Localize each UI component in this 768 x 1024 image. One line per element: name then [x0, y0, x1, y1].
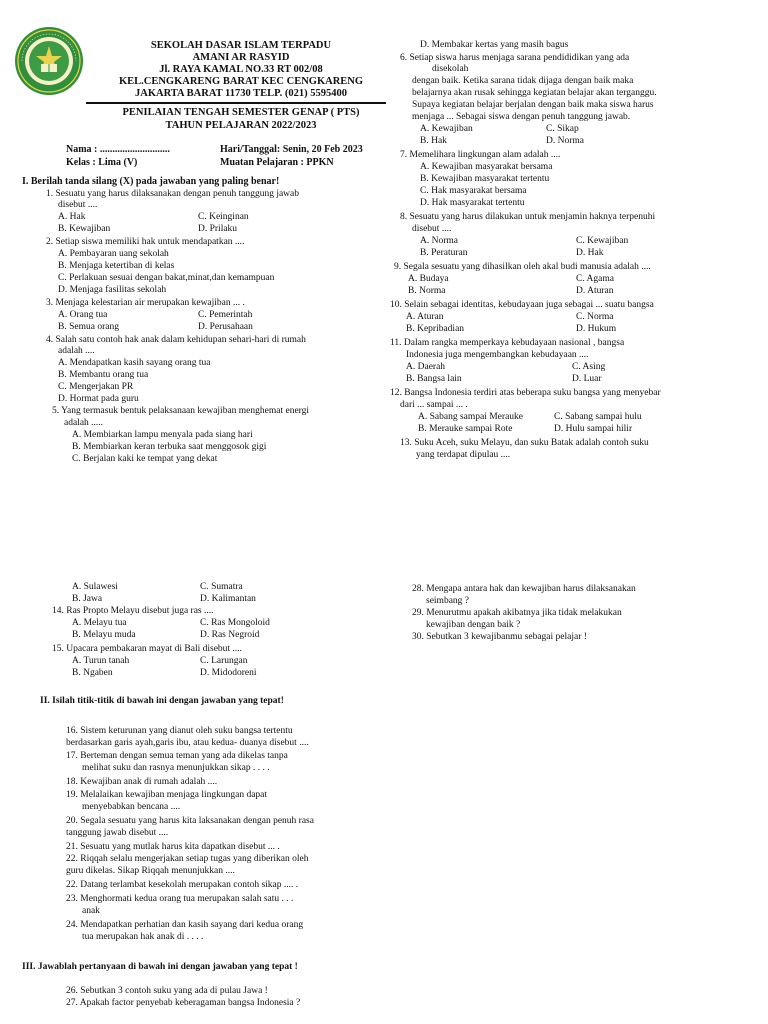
q1-option-c: C. Keinginan — [198, 212, 249, 222]
q15-option-b: B. Ngaben — [72, 668, 113, 678]
q15-option-d: D. Midodoreni — [200, 668, 257, 678]
school-name-2: AMANI AR RASYID — [192, 52, 290, 63]
question-30: 30. Sebutkan 3 kewajibanmu sebagai pelajar ! — [412, 632, 587, 642]
section-1-instruction: I. Berilah tanda silang (X) pada jawaban yang paling benar! — [22, 176, 280, 187]
q7-option-a: A. Kewajiban masyarakat bersama — [420, 162, 553, 172]
q14-option-a: A. Melayu tua — [72, 618, 127, 628]
q9-option-c: C. Agama — [576, 274, 614, 284]
exam-date: Hari/Tanggal: Senin, 20 Feb 2023 — [220, 144, 363, 155]
q11-option-d: D. Luar — [572, 374, 602, 384]
question-20: 20. Segala sesuatu yang harus kita laksanakan dengan penuh rasa — [66, 816, 314, 826]
question-22: 22. Riqqah selalu mengerjakan setiap tugas yang diberikan oleh — [66, 854, 309, 864]
q15-option-c: C. Larungan — [200, 656, 248, 666]
question-6-cont-2: dengan baik. Ketika sarana tidak dijaga dengan baik maka — [412, 76, 634, 86]
q3-option-c: C. Pemerintah — [198, 310, 253, 320]
q13-option-d: D. Kalimantan — [200, 594, 256, 604]
question-29: 29. Menurutmu apakah akibatnya jika tidak melakukan — [412, 608, 622, 618]
q3-option-d: D. Perusahaan — [198, 322, 253, 332]
question-22-cont: guru dikelas. Sikap Riqqah menunjukkan .... — [66, 866, 235, 876]
question-11-cont: Indonesia juga mengembangkan kebudayaan .... — [406, 350, 589, 360]
q4-option-d: D. Hormat pada guru — [58, 394, 139, 404]
q10-option-c: C. Norma — [576, 312, 614, 322]
question-6: 6. Setiap siswa harus menjaga sarana pendididikan yang ada — [400, 53, 630, 63]
q12-option-d: D. Hulu sampai hilir — [554, 424, 633, 434]
subject-field: Muatan Pelajaran : PPKN — [220, 157, 334, 168]
question-19: 19. Melalaikan kewajiban menjaga lingkungan dapat — [66, 790, 268, 800]
question-17-cont: melihat suku dan rasnya menunjukkan sikap . . . . — [82, 763, 270, 773]
question-24: 23. Menghormati kedua orang tua merupakan salah satu . . . — [66, 894, 294, 904]
question-1-cont: disebut .... — [58, 200, 98, 210]
question-28: 28. Mengapa antara hak dan kewajiban harus dilaksanakan — [412, 584, 636, 594]
q7-option-c: C. Hak masyarakat bersama — [420, 186, 527, 196]
q7-option-d: D. Hak masyarakat tertentu — [420, 198, 525, 208]
q6-option-c: C. Sikap — [546, 124, 579, 134]
question-24-cont: anak — [82, 906, 100, 916]
question-10: 10. Selain sebagai identitas, kebudayaan juga sebagai ... suatu bangsa — [390, 300, 654, 310]
q9-option-b: B. Norma — [408, 286, 446, 296]
q10-option-b: B. Kepribadian — [406, 324, 465, 334]
school-year: TAHUN PELAJARAN 2022/2023 — [165, 120, 317, 131]
q5-option-a: A. Membiarkan lampu menyala pada siang hari — [72, 430, 253, 440]
q8-option-a: A. Norma — [420, 236, 458, 246]
school-name: SEKOLAH DASAR ISLAM TERPADU — [150, 40, 332, 51]
question-5-cont: adalah ..... — [64, 418, 104, 428]
q8-option-b: B. Peraturan — [420, 248, 468, 258]
question-17: 17. Berteman dengan semua teman yang ada dikelas tanpa — [66, 751, 288, 761]
question-6-cont-3: belajarnya akan rusak sehingga kegiatan belajar akan terganggu. — [412, 88, 657, 98]
section-3-instruction: III. Jawablah pertanyaan di bawah ini dengan jawaban yang tepat ! — [22, 962, 298, 972]
q10-option-a: A. Aturan — [406, 312, 444, 322]
q7-option-b: B. Kewajiban masyarakat tertentu — [420, 174, 550, 184]
q4-option-a: A. Mendapatkan kasih sayang orang tua — [58, 358, 211, 368]
q9-option-d: D. Aturan — [576, 286, 614, 296]
question-25: 24. Mendapatkan perhatian dan kasih sayang dari kedua orang — [66, 920, 304, 930]
question-6-cont-4: Supaya kegiatan belajar berjalan dengan baik maka siswa harus — [412, 100, 654, 110]
q4-option-b: B. Membantu orang tua — [58, 370, 149, 380]
q6-option-b: B. Hak — [420, 136, 447, 146]
question-27: 27. Apakah factor penyebab keberagaman bangsa Indonesia ? — [66, 998, 301, 1008]
question-6-cont-1: disekolah — [432, 64, 469, 74]
section-2-instruction: II. Isilah titik-titik di bawah ini dengan jawaban yang tepat! — [40, 696, 284, 706]
question-4: 4. Salah satu contoh hak anak dalam kehidupan sehari-hari di rumah — [46, 335, 306, 345]
q12-option-c: C. Sabang sampai hulu — [554, 412, 642, 422]
question-1: 1. Sesuatu yang harus dilaksanakan dengan penuh tanggung jawab — [46, 189, 300, 199]
student-name-field: Nama : ............................ — [66, 144, 170, 155]
question-11: 11. Dalam rangka memperkaya kebudayaan nasional , bangsa — [390, 338, 625, 348]
q12-option-b: B. Merauke sampai Rote — [418, 424, 513, 434]
q10-option-d: D. Hukum — [576, 324, 617, 334]
question-13-cont: yang terdapat dipulau .... — [416, 450, 511, 460]
question-13: 13. Suku Aceh, suku Melayu, dan suku Batak adalah contoh suku — [400, 438, 649, 448]
school-address-2: KEL.CENGKARENG BARAT KEC CENGKARENG — [118, 76, 364, 87]
question-6-cont-5: menjaga ... Sebagai siswa dengan penuh tanggung jawab. — [412, 112, 631, 122]
q1-option-d: D. Prilaku — [198, 224, 238, 234]
q6-option-a: A. Kewajiban — [420, 124, 473, 134]
question-25-cont: tua merupakan hak anak di . . . . — [82, 932, 204, 942]
question-3: 3. Menjaga kelestarian air merupakan kewajiban ... . — [46, 298, 245, 308]
question-8: 8. Sesuatu yang harus dilakukan untuk menjamin haknya terpenuhi — [400, 212, 656, 222]
question-4-cont: adalah .... — [58, 346, 95, 356]
q2-option-c: C. Perlakuan sesuai dengan bakat,minat,dan kemampuan — [58, 273, 275, 283]
q12-option-a: A. Sabang sampai Merauke — [418, 412, 523, 422]
question-2: 2. Setiap siswa memiliki hak untuk mendapatkan .... — [46, 237, 245, 247]
q13-option-b: B. Jawa — [72, 594, 103, 604]
q11-option-b: B. Bangsa lain — [406, 374, 462, 384]
question-29-cont: kewajiban dengan baik ? — [426, 620, 521, 630]
q1-option-a: A. Hak — [58, 212, 86, 222]
q3-option-b: B. Semua orang — [58, 322, 119, 332]
class-field: Kelas : Lima (V) — [66, 157, 138, 168]
question-8-cont: disebut .... — [412, 224, 452, 234]
question-16: 16. Sistem keturunan yang dianut oleh suku bangsa tertentu — [66, 726, 293, 736]
q8-option-c: C. Kewajiban — [576, 236, 629, 246]
q11-option-a: A. Daerah — [406, 362, 446, 372]
q6-option-d: D. Norma — [546, 136, 584, 146]
school-address-1: Jl. RAYA KAMAL NO.33 RT 002/08 — [159, 64, 323, 75]
q14-option-b: B. Melayu muda — [72, 630, 136, 640]
question-26: 26. Sebutkan 3 contoh suku yang ada di pulau Jawa ! — [66, 986, 268, 996]
q4-option-c: C. Mengerjakan PR — [58, 382, 134, 392]
q2-option-d: D. Menjaga fasilitas sekolah — [58, 285, 167, 295]
question-16-cont: berdasarkan garis ayah,garis ibu, atau kedua- duanya disebut .... — [66, 738, 309, 748]
q2-option-a: A. Pembayaran uang sekolah — [58, 249, 169, 259]
q8-option-d: D. Hak — [576, 248, 604, 258]
question-9: 9. Segala sesuatu yang dihasilkan oleh akal budi manusia adalah .... — [394, 262, 651, 272]
q15-option-a: A. Turun tanah — [72, 656, 130, 666]
header-divider — [86, 102, 386, 104]
question-23: 22. Datang terlambat kesekolah merupakan contoh sikap .... . — [66, 880, 299, 890]
question-19-cont: menyebabkan bencana .... — [82, 802, 181, 812]
school-crest-logo-icon — [14, 26, 84, 96]
q1-option-b: B. Kewajiban — [58, 224, 111, 234]
question-7: 7. Memelihara lingkungan alam adalah .... — [400, 150, 561, 160]
q5-option-c: C. Berjalan kaki ke tempat yang dekat — [72, 454, 218, 464]
question-12: 12. Bangsa Indonesia terdiri atas beberapa suku bangsa yang menyebar — [390, 388, 661, 398]
q9-option-a: A. Budaya — [408, 274, 449, 284]
q14-option-d: D. Ras Negroid — [200, 630, 260, 640]
question-20-cont: tanggung jawab disebut .... — [66, 828, 169, 838]
question-14: 14. Ras Propto Melayu disebut juga ras .... — [52, 606, 214, 616]
q3-option-a: A. Orang tua — [58, 310, 108, 320]
q14-option-c: C. Ras Mongoloid — [200, 618, 270, 628]
q5-option-d: D. Membakar kertas yang masih bagus — [420, 40, 569, 50]
q13-option-a: A. Sulawesi — [72, 582, 118, 592]
question-5: 5. Yang termasuk bentuk pelaksanaan kewajiban menghemat energi — [52, 406, 310, 416]
exam-title: PENILAIAN TENGAH SEMESTER GENAP ( PTS) — [122, 107, 360, 118]
q11-option-c: C. Asing — [572, 362, 606, 372]
q5-option-b: B. Membiarkan keran terbuka saat menggosok gigi — [72, 442, 267, 452]
question-12-cont: dari ... sampai ... . — [400, 400, 468, 410]
question-21: 21. Sesuatu yang mutlak harus kita dapatkan disebut ... . — [66, 842, 280, 852]
school-address-3: JAKARTA BARAT 11730 TELP. (021) 5595400 — [135, 88, 347, 99]
question-15: 15. Upacara pembakaran mayat di Bali disebut .... — [52, 644, 242, 654]
q2-option-b: B. Menjaga ketertiban di kelas — [58, 261, 175, 271]
question-28-cont: seimbang ? — [426, 596, 470, 606]
q13-option-c: C. Sumatra — [200, 582, 243, 592]
question-18: 18. Kewajiban anak di rumah adalah .... — [66, 777, 218, 787]
